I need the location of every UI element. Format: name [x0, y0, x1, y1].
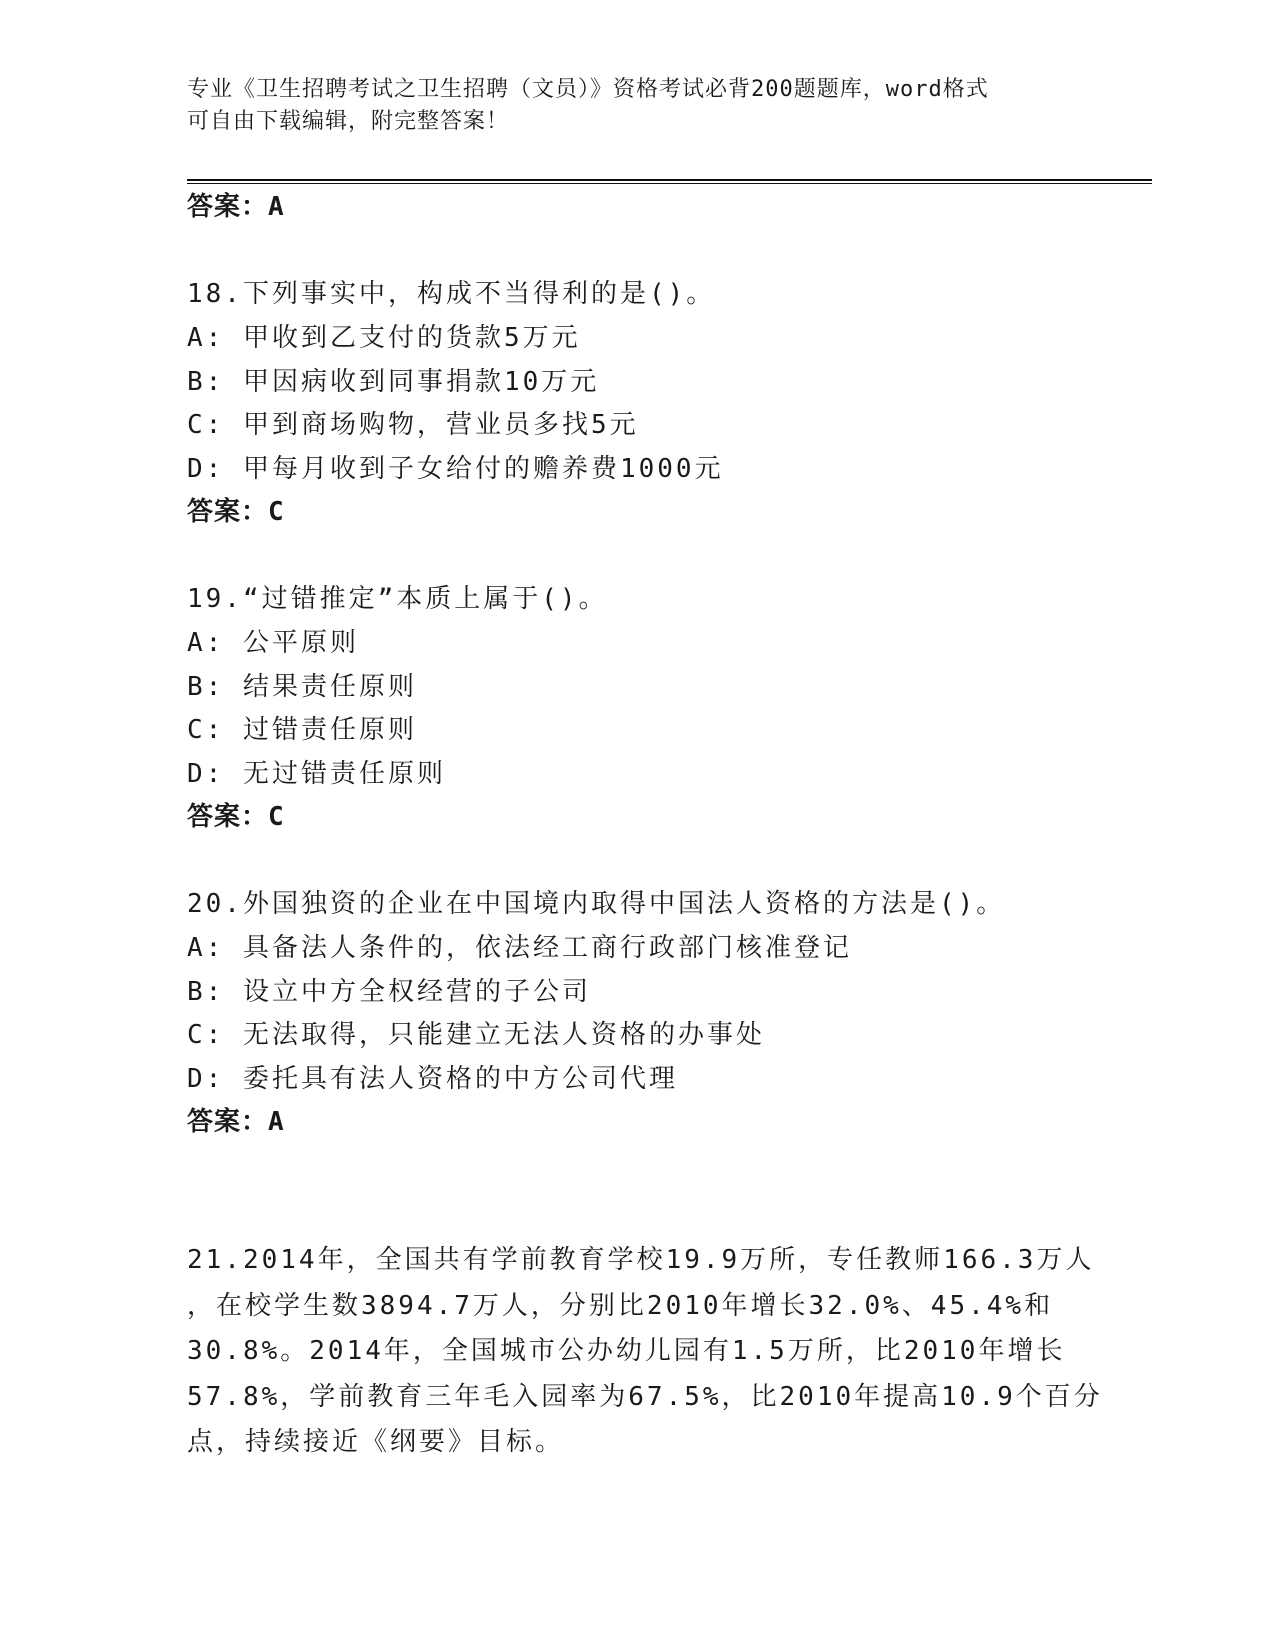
question-20-option-d: D: 委托具有法人资格的中方公司代理 — [187, 1064, 678, 1094]
document-header — [187, 74, 1067, 138]
question-20-option-b: B: 设立中方全权经营的子公司 — [187, 977, 591, 1007]
question-19-option-c: C: 过错责任原则 — [187, 715, 417, 745]
question-18-answer: 答案：C — [187, 497, 285, 527]
question-20-answer: 答案：A — [187, 1107, 285, 1137]
question-21-stem — [187, 1238, 1103, 1466]
question-21-line-5: 点，持续接近《纲要》目标。 — [187, 1427, 565, 1457]
question-20-option-a: A: 具备法人条件的，依法经工商行政部门核准登记 — [187, 933, 852, 963]
header-line-1: 专业《卫生招聘考试之卫生招聘（文员）》资格考试必背200题题库，word格式 — [187, 77, 989, 102]
question-20-option-c: C: 无法取得，只能建立无法人资格的办事处 — [187, 1020, 765, 1050]
question-21-line-2: ，在校学生数3894.7万人，分别比2010年增长32.0%、45.4%和 — [187, 1290, 1054, 1321]
question-18-option-b: B: 甲因病收到同事捐款10万元 — [187, 367, 600, 397]
question-18-option-a: A: 甲收到乙支付的货款5万元 — [187, 323, 581, 353]
question-19-option-a: A: 公平原则 — [187, 628, 359, 658]
question-21-line-4: 57.8%，学前教育三年毛入园率为67.5%，比2010年提高10.9个百分 — [187, 1381, 1103, 1412]
question-19-answer: 答案：C — [187, 802, 285, 832]
question-19-stem: 19.“过错推定”本质上属于()。 — [187, 584, 608, 614]
header-divider-thick — [187, 179, 1152, 181]
question-19-option-d: D: 无过错责任原则 — [187, 759, 446, 789]
header-divider-thin — [187, 183, 1152, 184]
question-19-option-b: B: 结果责任原则 — [187, 672, 417, 702]
header-line-2: 可自由下载编辑，附完整答案！ — [187, 109, 510, 134]
question-18-stem: 18.下列事实中，构成不当得利的是()。 — [187, 279, 716, 309]
question-18-option-d: D: 甲每月收到子女给付的赡养费1000元 — [187, 454, 724, 484]
question-21-line-1: 21.2014年，全国共有学前教育学校19.9万所，专任教师166.3万人 — [187, 1245, 1095, 1275]
question-20-stem: 20.外国独资的企业在中国境内取得中国法人资格的方法是()。 — [187, 889, 1006, 919]
previous-answer: 答案：A — [187, 192, 285, 222]
question-18-option-c: C: 甲到商场购物，营业员多找5元 — [187, 410, 639, 440]
question-21-line-3: 30.8%。2014年，全国城市公办幼儿园有1.5万所，比2010年增长 — [187, 1336, 1066, 1366]
